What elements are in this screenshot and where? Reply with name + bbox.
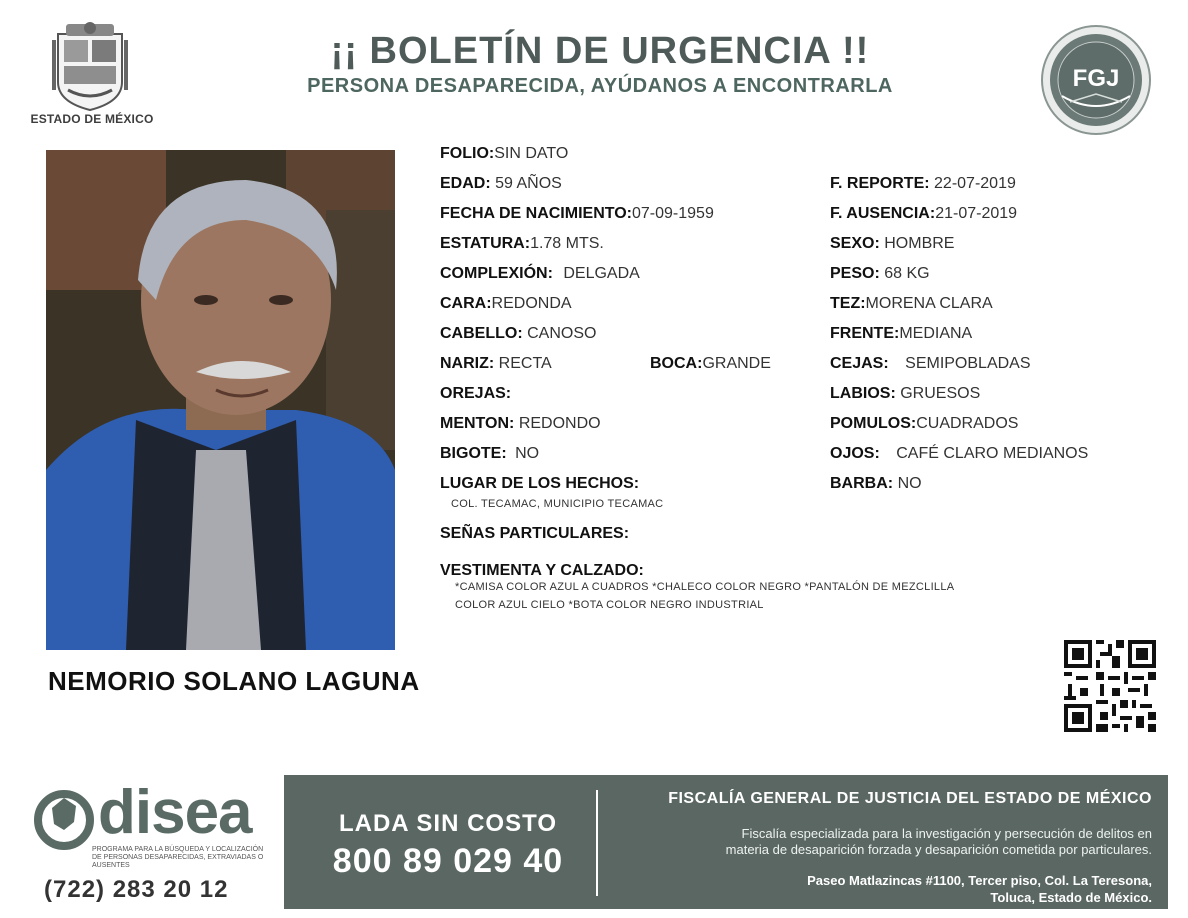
fgj-description-line-2: materia de desaparición forzada y desaparición cometida por particulares. (725, 842, 1152, 857)
field-fecha-nacimiento (440, 204, 714, 224)
field-value: GRANDE (702, 355, 771, 372)
field-value: 68 KG (884, 265, 930, 282)
field-label: CARA: (440, 295, 492, 312)
field-edad (440, 174, 562, 194)
field-label: F. AUSENCIA: (830, 205, 936, 222)
odisea-wordmark: disea (98, 778, 252, 847)
field-value: CANOSO (527, 325, 597, 342)
fgj-address (610, 872, 1152, 906)
field-vestimenta (440, 561, 644, 581)
field-label: EDAD: (440, 175, 491, 192)
field-folio (440, 144, 568, 164)
field-value: 07-09-1959 (632, 205, 714, 222)
field-value: 21-07-2019 (935, 205, 1018, 222)
person-name: NEMORIO SOLANO LAGUNA (48, 666, 420, 696)
field-value: MORENA CLARA (865, 295, 993, 312)
fgj-address-line-1: Paseo Matlazincas #1100, Tercer piso, Col. La Teresona, (807, 873, 1152, 888)
fgj-logo-text: FGJ (1072, 65, 1120, 92)
field-estatura (440, 234, 604, 254)
field-value: CAFÉ CLARO MEDIANOS (896, 445, 1089, 462)
field-label: SEÑAS PARTICULARES: (440, 525, 630, 542)
field-value: MEDIANA (899, 325, 973, 342)
field-label: CABELLO: (440, 325, 523, 342)
field-label: BARBA: (830, 475, 894, 492)
field-cejas (830, 354, 1031, 374)
vestimenta-line-2: COLOR AZUL CIELO *BOTA COLOR NEGRO INDUSTRIAL (455, 599, 764, 611)
fgj-badge-logo (1040, 24, 1152, 136)
field-label: COMPLEXIÓN: (440, 265, 553, 282)
field-value: GRUESOS (900, 385, 981, 402)
field-value: CUADRADOS (916, 415, 1019, 432)
fgj-description (610, 826, 1152, 858)
field-label: VESTIMENTA Y CALZADO: (440, 562, 644, 579)
field-barba (830, 474, 922, 494)
lugar-hechos-value: COL. TECAMAC, MUNICIPIO TECAMAC (451, 498, 664, 510)
field-label: BOCA: (650, 355, 703, 372)
field-boca (650, 354, 771, 374)
lada-label: LADA SIN COSTO (338, 810, 557, 837)
field-value: SIN DATO (494, 145, 569, 162)
field-value: RECTA (498, 355, 552, 372)
field-label: MENTON: (440, 415, 515, 432)
lada-number[interactable]: 800 89 029 40 (332, 842, 564, 880)
field-nariz (440, 354, 552, 374)
field-label: ESTATURA: (440, 235, 531, 252)
field-sexo (830, 234, 954, 254)
field-value: HOMBRE (884, 235, 955, 252)
field-value: 1.78 MTS. (530, 235, 604, 252)
field-label: FRENTE: (830, 325, 900, 342)
odisea-map-pin-icon (34, 786, 94, 860)
field-orejas (440, 384, 511, 404)
field-value: NO (515, 445, 540, 462)
field-pomulos (830, 414, 1018, 434)
field-cara (440, 294, 572, 314)
field-cabello (440, 324, 596, 344)
field-label: TEZ: (830, 295, 866, 312)
field-label: OREJAS: (440, 385, 512, 402)
field-bigote (440, 444, 539, 464)
field-tez (830, 294, 993, 314)
field-peso (830, 264, 930, 284)
field-senas-particulares (440, 524, 629, 544)
bulletin-subtitle: PERSONA DESAPARECIDA, AYÚDANOS A ENCONTRARLA (307, 75, 893, 97)
state-coat-of-arms-logo (48, 20, 132, 112)
field-value: REDONDO (518, 415, 601, 432)
odisea-phone[interactable]: (722) 283 20 12 (44, 876, 229, 903)
field-label: LABIOS: (830, 385, 896, 402)
field-label: POMULOS: (830, 415, 917, 432)
field-labios (830, 384, 980, 404)
field-ojos (830, 444, 1088, 464)
person-photo (46, 150, 395, 650)
field-label: OJOS: (830, 445, 880, 462)
fgj-title: FISCALÍA GENERAL DE JUSTICIA DEL ESTADO DE MÉXICO (668, 790, 1152, 807)
qr-code[interactable] (1064, 640, 1156, 732)
field-label: BIGOTE: (440, 445, 507, 462)
field-menton (440, 414, 601, 434)
field-value: SEMIPOBLADAS (905, 355, 1031, 372)
field-label: LUGAR DE LOS HECHOS: (440, 475, 640, 492)
vestimenta-line-1: *CAMISA COLOR AZUL A CUADROS *CHALECO COLOR NEGRO *PANTALÓN DE MEZCLILLA (455, 581, 955, 593)
field-value: NO (897, 475, 922, 492)
field-label: F. REPORTE: (830, 175, 930, 192)
field-value: DELGADA (563, 265, 640, 282)
bulletin-title: ¡¡ BOLETÍN DE URGENCIA !! (330, 30, 870, 72)
odisea-description: PROGRAMA PARA LA BÚSQUEDA Y LOCALIZACIÓN DE PERSONAS DESAPARECIDAS, EXTRAVIADAS O AUSENTES (92, 846, 264, 869)
field-label: FOLIO: (440, 145, 495, 162)
field-label: FECHA DE NACIMIENTO: (440, 205, 632, 222)
field-fecha-ausencia (830, 204, 1017, 224)
field-lugar-hechos (440, 474, 639, 494)
field-label: CEJAS: (830, 355, 889, 372)
field-label: PESO: (830, 265, 880, 282)
field-label: NARIZ: (440, 355, 495, 372)
state-label: ESTADO DE MÉXICO (30, 112, 154, 126)
field-frente (830, 324, 972, 344)
field-value: 22-07-2019 (934, 175, 1016, 192)
fgj-description-line-1: Fiscalía especializada para la investigación y persecución de delitos en (741, 826, 1152, 841)
fgj-address-line-2: Toluca, Estado de México. (990, 890, 1152, 905)
field-value: 59 AÑOS (495, 175, 562, 192)
field-complexion (440, 264, 640, 284)
footer-divider (596, 790, 598, 896)
field-fecha-reporte (830, 174, 1016, 194)
field-label: SEXO: (830, 235, 880, 252)
field-value: REDONDA (491, 295, 572, 312)
